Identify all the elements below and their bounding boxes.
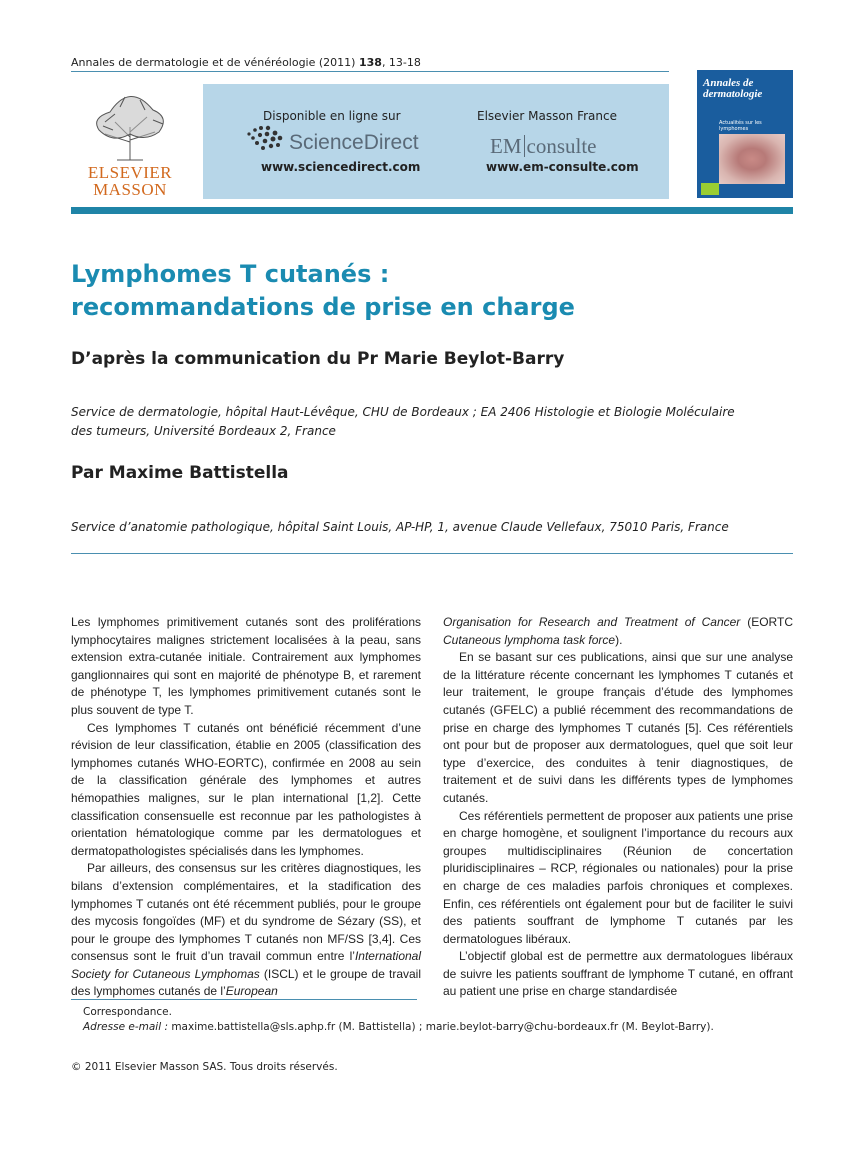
sciencedirect-dots-icon [245,124,285,152]
elsevier-masson-logo [71,82,189,200]
email-footnote: Adresse e-mail : maxime.battistella@sls.aphp.fr (M. Battistella) ; marie.beylot-barry@chu-bordeaux.fr (M. Beylot-Barry). [83,1021,714,1033]
affiliation-2: Service d’anatomie pathologique, hôpital Saint Louis, AP-HP, 1, avenue Claude Vellefaux, 75010 Paris, France [71,520,729,534]
copyright: © 2011 Elsevier Masson SAS. Tous droits réservés. [71,1061,338,1073]
paragraph: En se basant sur ces publications, ainsi que sur une analyse de la littérature récente concernant les lymphomes T cutanés et leur traitement, le groupe français d’étude des lymphomes cutanés (GFELC) a publié récemment des recommandations de prise en charge des lymphomes T cutanés [5]. Ces référentiels ont pour but de proposer aux dermatologues, quel que soit leur type d’exercice, des conduites à tenir diagnostiques, de traitement et de suivi dans les différents types de lymphomes cutanés. [443,650,793,805]
cover-title: Annales de dermatologie [703,77,763,100]
sciencedirect-url[interactable]: www.sciencedirect.com [261,160,421,174]
cover-footer-badge [701,183,719,195]
paragraph: Ces lymphomes T cutanés ont bénéficié récemment d’une révision de leur classification, établie en 2005 (classification des lymphomes cutanés WHO-EORTC), confirmée en 2008 au sein de la classification générale des lymphomes et autres hémopathies malignes, sur le plan international [1,2]. Cette classification consensuelle est reconnue par les pathologistes à orientation hématologique comme par les dermatologues et dermatopathologistes spécialisés dans les lymphomes. [71,720,421,858]
banner-right-label: Elsevier Masson France [477,109,617,123]
paragraph: Les lymphomes primitivement cutanés sont des proliférations lymphocytaires malignes strictement localisées à la peau, sans extension extra-cutanée initiale. Contrairement aux lymphomes ganglionnaires qui sont en majorité de phénotype B, et rarement de phénotype T, les lymphomes primitivement cutanés sont le plus souvent de type T. [71,615,421,717]
paragraph: Organisation for Research and Treatment of Cancer (EORTC Cutaneous lymphoma task force). [443,615,793,647]
tree-logo-icon [85,82,175,162]
header-thick-rule [71,207,793,214]
availability-banner [203,84,669,199]
affiliation-1: Service de dermatologie, hôpital Haut-Lévêque, CHU de Bordeaux ; EA 2406 Histologie et Biologie Moléculaire des tumeurs, Université Bordeaux 2, France [71,405,735,438]
paragraph: Ces référentiels permettent de proposer aux patients une prise en charge homogène, et soulignent l’importance du recours aux groupes multidisciplinaires (Réunion de concertation pluridisciplinaires – RCP, régionales ou nationales) pour la prise en charge de ces maladies parfois chroniques et complexes. Enfin, ces référentiels ont également pour but de faciliter le suivi des patients souffrant de lymphome T cutanés par les dermatologues libéraux. [443,808,793,946]
journal-cover [697,70,793,198]
journal-reference: Annales de dermatologie et de vénéréologie (2011) 138, 13-18 [71,56,421,69]
cover-subtitle: Actualités sur les lymphomes [719,120,762,132]
logo-text-elsevier: ELSEVIER [87,163,173,182]
emconsulte-brand: EM consulte [490,134,597,158]
header-rule [71,71,669,72]
paragraph: L’objectif global est de permettre aux dermatologues libéraux de suivre les patients souffrant de lymphome T cutané, en offrant au patient une prise en charge standardisée [443,949,793,999]
author-name: Par Maxime Battistella [71,463,289,483]
banner-left-label: Disponible en ligne sur [263,109,401,123]
body-column-right [443,614,793,1001]
sciencedirect-brand: ScienceDirect [289,131,419,154]
correspondence-label: Correspondance. [83,1006,172,1018]
article-title: Lymphomes T cutanés : recommandations de prise en charge [71,260,575,321]
article-subtitle: D’après la communication du Pr Marie Beylot-Barry [71,349,565,369]
paragraph: Par ailleurs, des consensus sur les critères diagnostiques, les bilans d’extension complémentaires, et la stadification des lymphomes T cutanés ont été récemment publiés, pour le groupe des mycosis fongoïdes (MF) et du syndrome de Sézary (SS), et pour le groupe des lymphomes T cutanés non MF/SS [3,4]. Ces consensus sont le fruit d’un travail commun entre l’International Society for Cutaneous Lymphomas (ISCL) et le groupe de travail des lymphomes cutanés de l’European [71,861,421,999]
logo-text-masson: MASSON [93,180,167,199]
emconsulte-url[interactable]: www.em-consulte.com [486,160,639,174]
cover-photo [719,134,785,184]
section-rule [71,553,793,554]
body-column-left [71,614,421,1001]
footnote-rule [71,999,417,1000]
